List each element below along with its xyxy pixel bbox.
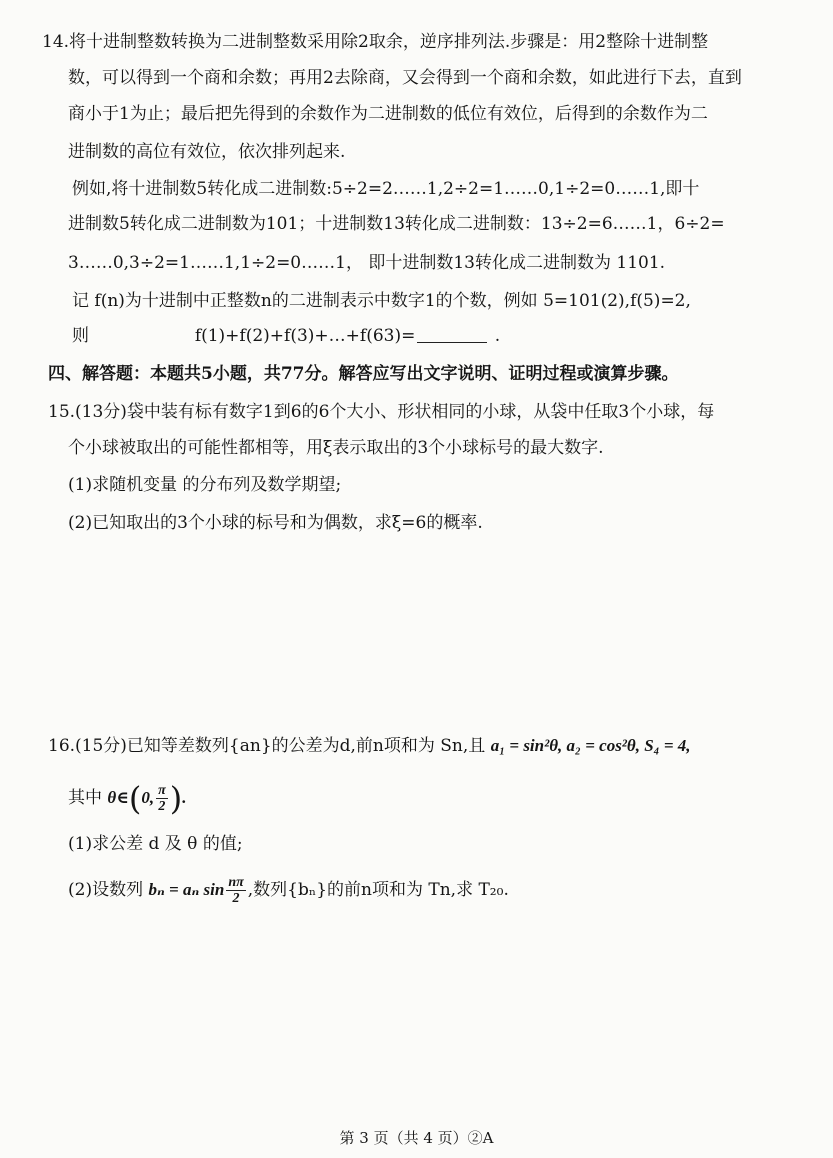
q16-bn-formula: bₙ = aₙ sin [148,880,225,899]
fraction-denominator: 2 [158,799,166,814]
q14-example-line-2: 进制数5转化成二进制数为101；十进制数13转化成二进制数：13÷2=6……1，6÷2= [68,214,725,234]
q16-conditions: a₁ = sin²θ, a₂ = cos²θ, S₄ = 4, [490,736,691,755]
q14-expression: f(1)+f(2)+f(3)+…+f(63)= [194,326,416,346]
pi-over-2-fraction [156,783,168,814]
q15-line-2: 个小球被取出的可能性都相等，用ξ表示取出的3个小球标号的最大数字. [68,438,604,458]
q15-part-1: (1)求随机变量 的分布列及数学期望; [68,475,342,495]
q16-part-2-intro: (2)设数列 [68,880,144,900]
q16-where: 其中 [68,788,102,808]
q16-part-2-rest: ,数列{bₙ}的前n项和为 Tn,求 T₂₀. [247,880,509,900]
q16-line-2: 其中 θ∈(0, $\frac{\pi}{2}$ ). [68,779,187,818]
q14-question [72,324,500,348]
fraction-denominator: 2 [232,891,240,906]
q14-line-3: 商小于1为止；最后把先得到的余数作为二进制数的低位有效位，后得到的余数作为二 [68,104,708,124]
fraction-numerator: nπ [228,875,244,890]
fraction-numerator: π [158,783,166,798]
q14-line-4: 进制数的高位有效位，依次排列起来. [68,142,346,162]
q14-example-line-3: 3……0,3÷2=1……1,1÷2=0……1， 即十进制数13转化成二进制数为 1101. [68,253,666,273]
answer-blank [417,324,487,343]
q14-line-2: 数，可以得到一个商和余数；再用2去除商，又会得到一个商和余数，如此进行下去，直到 [68,68,742,88]
q16-theta-in: θ∈ [107,788,129,807]
q15-part-2: (2)已知取出的3个小球的标号和为偶数，求ξ=6的概率. [68,513,483,533]
q16-line-1 [48,734,691,758]
q16-part-2 [68,872,509,908]
q16-interval-start: 0, [141,788,155,807]
close-paren: ) [169,779,183,818]
open-paren: ( [128,779,142,818]
q16-intro: 16.(15分)已知等差数列{an}的公差为d,前n项和为 Sn,且 [48,736,486,756]
q14-period: . [494,326,501,346]
q14-line-1: 14.将十进制整数转换为二进制整数采用除2取余，逆序排列法.步骤是：用2整除十进制整 [42,32,709,52]
q14-definition: 记 f(n)为十进制中正整数n的二进制表示中数字1的个数，例如 5=101(2),f(5)=2, [72,291,691,311]
page-footer: 第 3 页（共 4 页）②A [339,1129,494,1147]
n-pi-over-2-fraction [226,875,245,906]
q14-example-line-1: 例如,将十进制数5转化成二进制数:5÷2=2……1,2÷2=1……0,1÷2=0……1,即十 [72,179,700,199]
section-heading: 四、解答题：本题共5小题，共77分。解答应写出文字说明、证明过程或演算步骤。 [48,364,679,384]
q15-line-1: 15.(13分)袋中装有标有数字1到6的6个大小、形状相同的小球，从袋中任取3个小球，每 [48,402,715,422]
q16-part-1: (1)求公差 d 及 θ 的值; [68,834,243,854]
q14-then-label: 则 [72,326,89,346]
